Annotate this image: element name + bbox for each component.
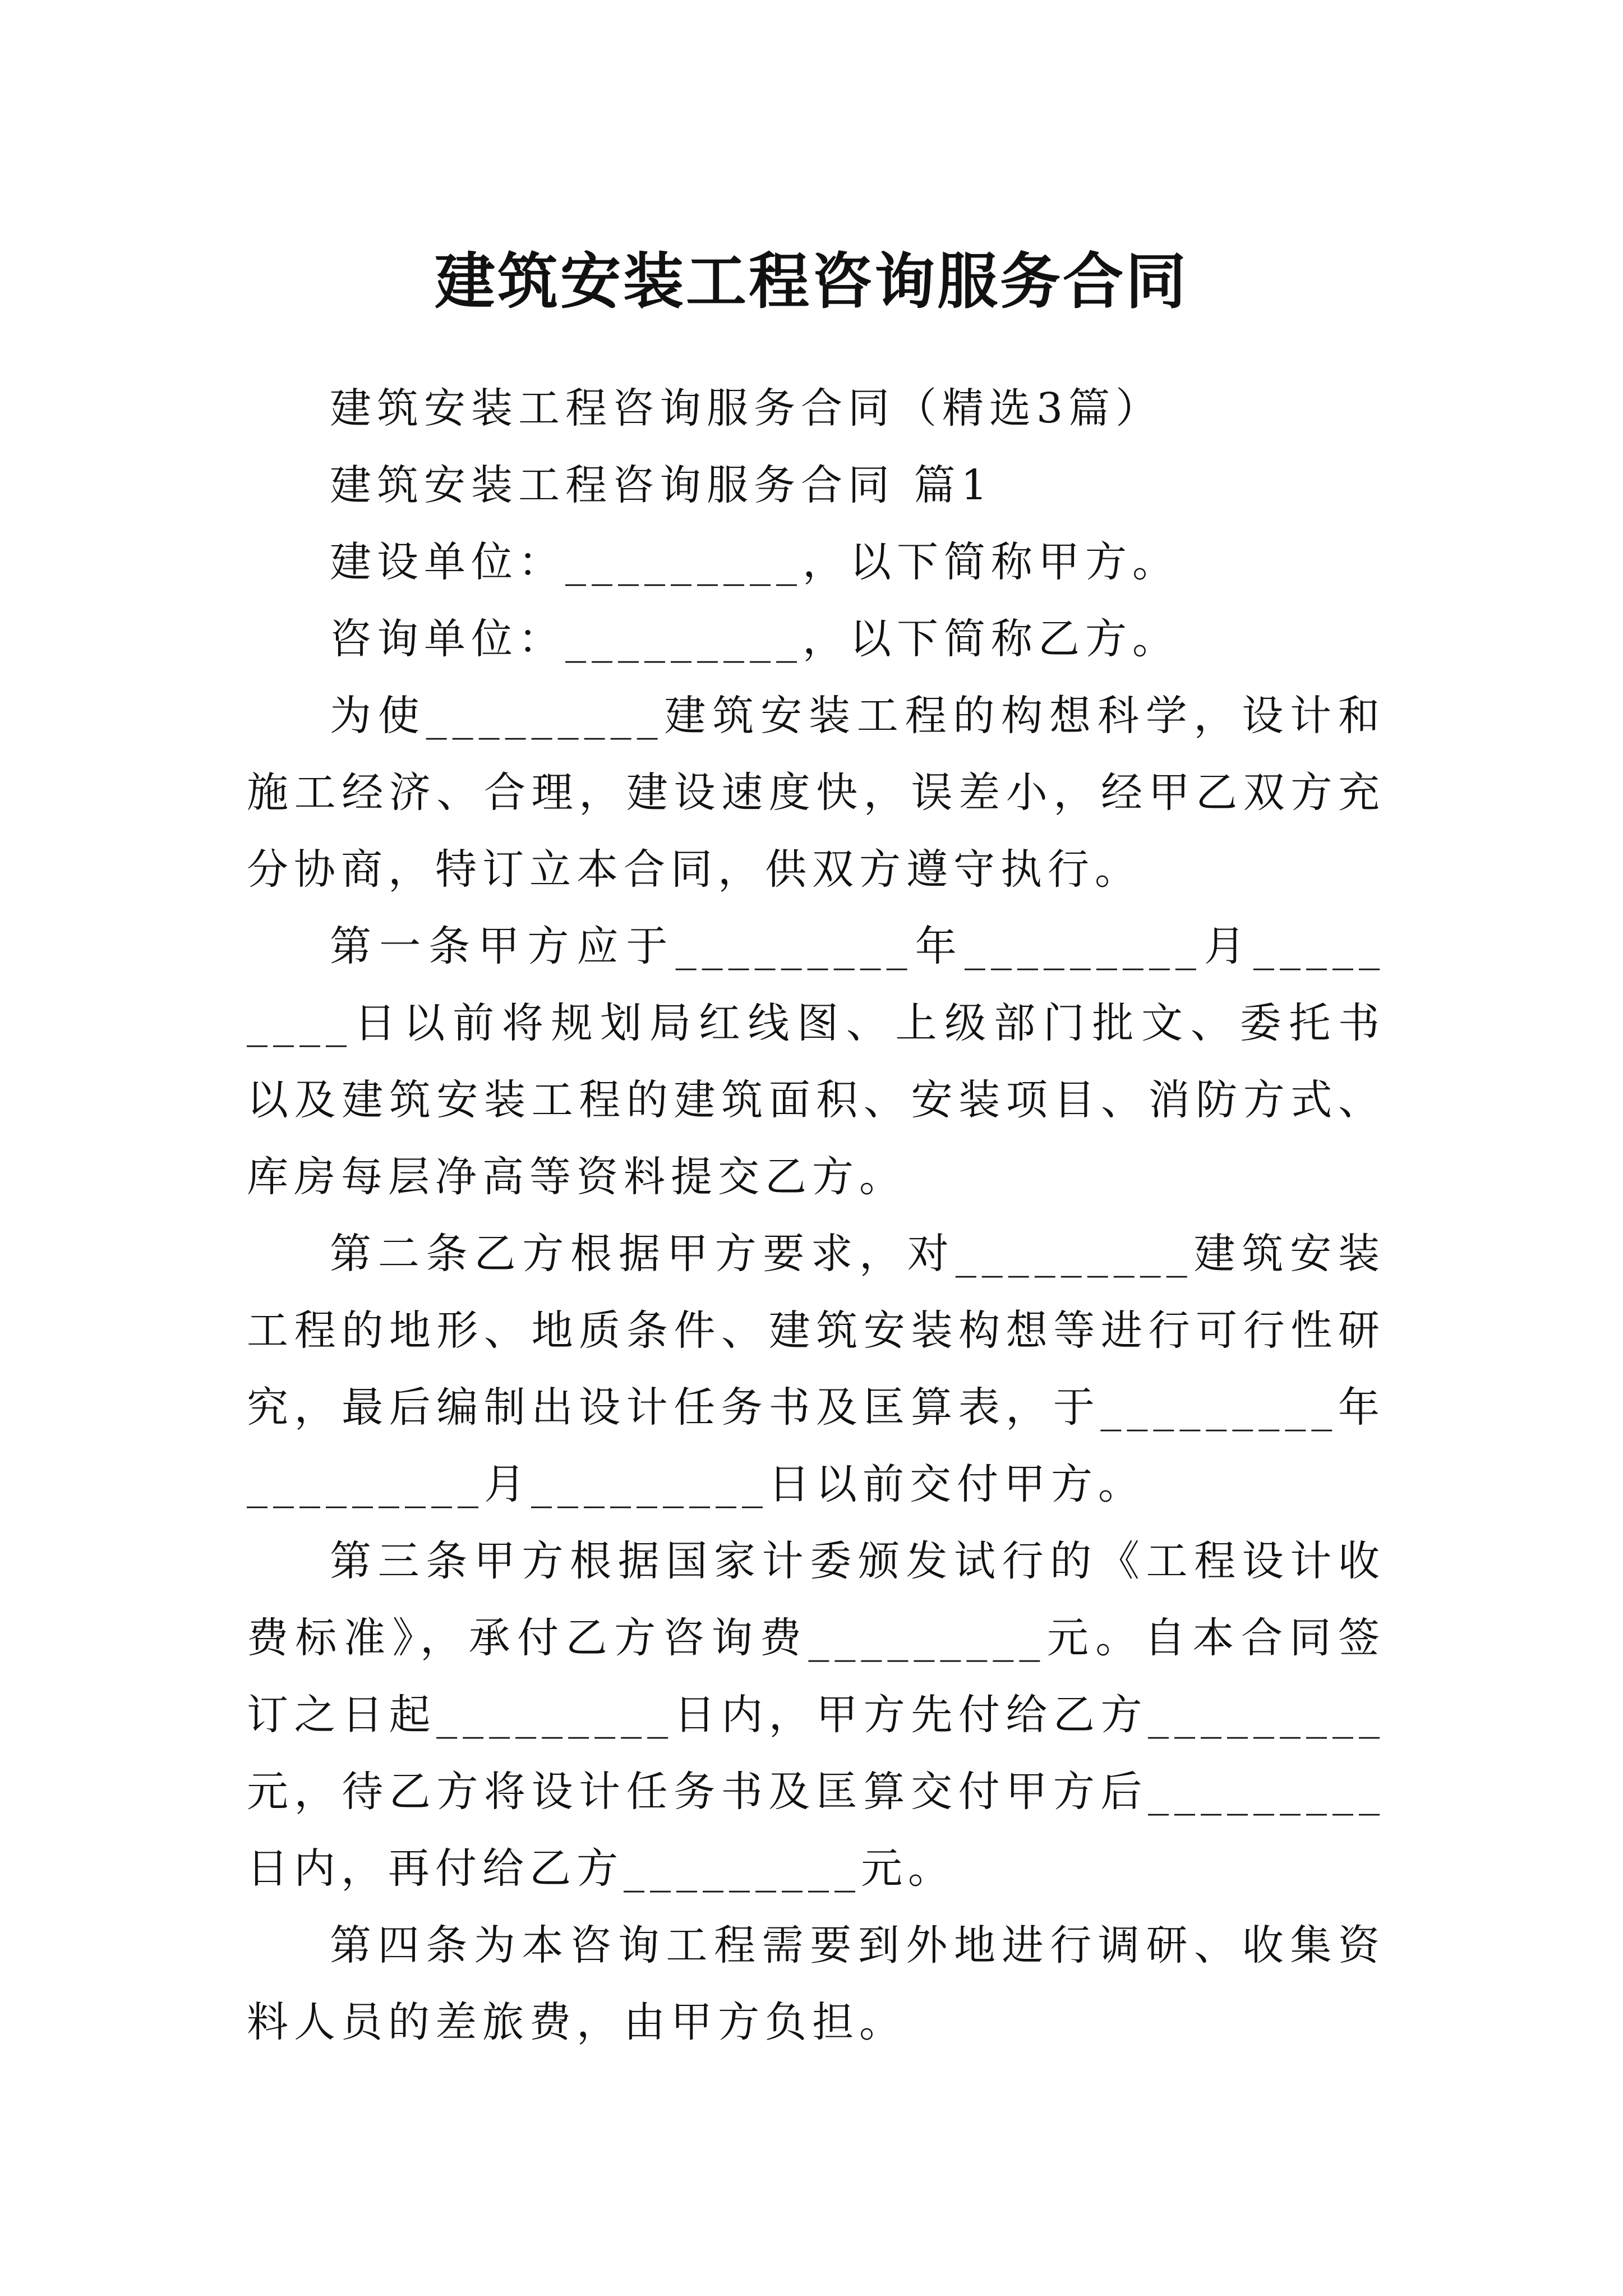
preamble-paragraph: 为使_________建筑安装工程的构想科学，设计和施工经济、合理，建设速度快，误差小，经甲乙双方充分协商，特订立本合同，供双方遵守执行。 bbox=[247, 692, 1385, 894]
subtitle-paragraph: 建筑安装工程咨询服务合同（精选3篇） bbox=[330, 384, 1163, 432]
document-title: 建筑安装工程咨询服务合同 bbox=[434, 246, 1188, 318]
document-body bbox=[247, 370, 1385, 2061]
section-heading: 建筑安装工程咨询服务合同 篇1 bbox=[330, 461, 993, 509]
article-1-paragraph: 第一条甲方应于_________年_________月_________日以前将规划局红线图、上级部门批文、委托书以及建筑安装工程的建筑面积、安装项目、消防方式、库房每层净高等资料提交乙方。 bbox=[247, 922, 1385, 1201]
article-2-paragraph: 第二条乙方根据甲方要求，对_________建筑安装工程的地形、地质条件、建筑安装构想等进行可行性研究，最后编制出设计任务书及匡算表，于_________年_________月_________日以前交付甲方。 bbox=[247, 1230, 1385, 1508]
party-a-line: 建设单位：_________，以下简称甲方。 bbox=[330, 538, 1179, 586]
party-b-line: 咨询单位：_________，以下简称乙方。 bbox=[330, 615, 1179, 663]
article-3-paragraph: 第三条甲方根据国家计委颁发试行的《工程设计收费标准》，承付乙方咨询费_________元。自本合同签订之日起_________日内，甲方先付给乙方_________元，待乙方将设计任务书及匡算交付甲方后_________日内，再付给乙方_________元。 bbox=[247, 1537, 1385, 1893]
article-4-paragraph: 第四条为本咨询工程需要到外地进行调研、收集资料人员的差旅费，由甲方负担。 bbox=[247, 1921, 1385, 2046]
